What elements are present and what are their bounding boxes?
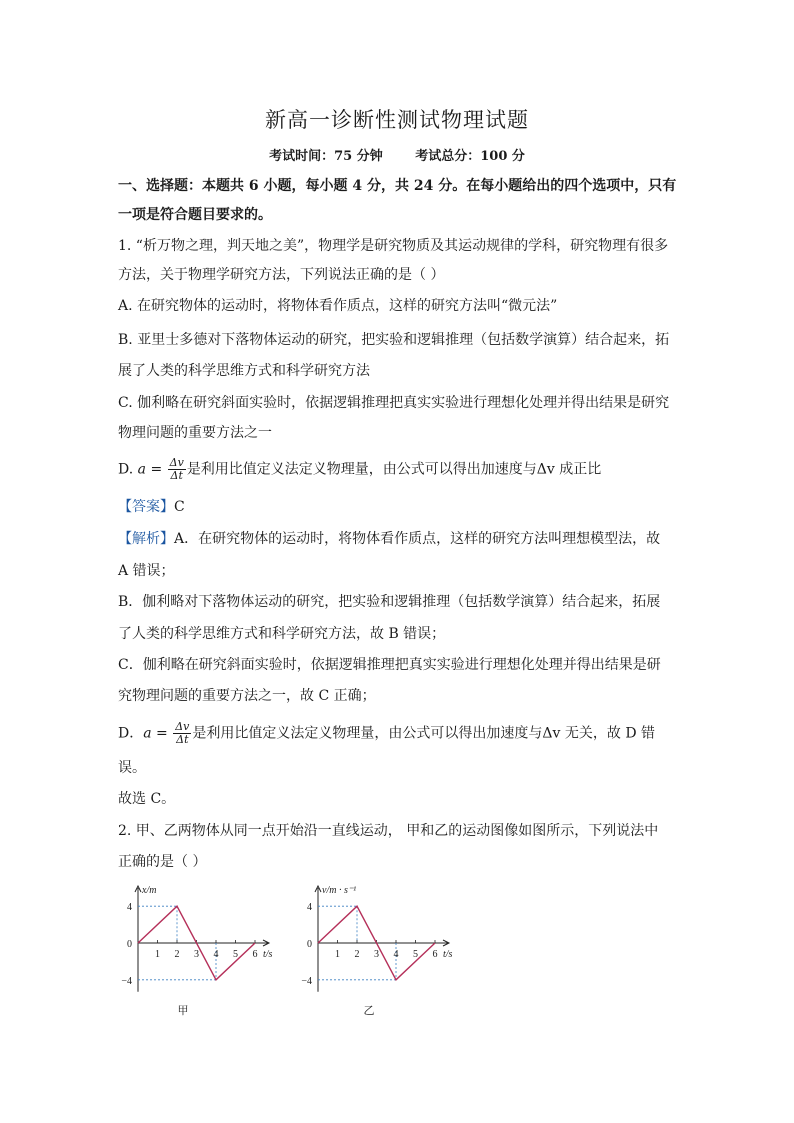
- analysis-b-cont: 了人类的科学思维方式和科学研究方法，故 B 错误；: [118, 626, 446, 642]
- q1-option-c: C. 伽利略在研究斜面实验时，依据逻辑推理把真实实验进行理想化处理并得出结果是研究: [118, 395, 670, 411]
- x-tick-label: 6: [432, 949, 438, 960]
- formula-denominator: Δt: [170, 469, 183, 482]
- exam-meta: [0, 145, 794, 164]
- formula-numerator-2: Δv: [175, 720, 190, 733]
- option-d-letter: D.: [118, 461, 134, 478]
- option-d-text: 是利用比值定义法定义物理量，由公式可以得出加速度与Δv 成正比: [186, 461, 602, 478]
- formula-equals: =: [146, 461, 167, 478]
- y-tick-label: −4: [121, 975, 132, 987]
- formula-a-2: a: [143, 725, 152, 742]
- x-axis-label: t/s: [443, 949, 453, 960]
- analysis-label: 【解析】: [118, 531, 174, 547]
- analysis-a-text: A．在研究物体的运动时，将物体看作质点，这样的研究方法叫理想模型法，故: [174, 531, 661, 547]
- q1-option-d: [118, 457, 678, 482]
- q2-stem-cont: 正确的是（ ）: [118, 854, 207, 870]
- x-tick-label: 5: [233, 949, 238, 960]
- exam-time: 考试时间：75 分钟: [269, 149, 383, 164]
- x-tick-label: 3: [374, 949, 379, 960]
- formula-fraction: [168, 457, 186, 482]
- answer-value: C: [174, 499, 185, 515]
- x-tick-label: 6: [252, 949, 258, 960]
- x-tick-label: 2: [354, 949, 360, 960]
- chart-caption: 乙: [363, 1005, 375, 1017]
- analysis-d-cont: 误。: [118, 760, 146, 776]
- analysis-c-cont: 究物理问题的重要方法之一，故 C 正确；: [118, 688, 376, 704]
- page-title: 新高一诊断性测试物理试题: [265, 108, 529, 132]
- answer: [118, 497, 678, 517]
- section-heading-cont: 一项是符合题目要求的。: [118, 207, 272, 223]
- chart-caption: 甲: [177, 1005, 189, 1017]
- y-tick-label: 0: [307, 939, 312, 950]
- formula-a: a: [137, 461, 146, 478]
- q1-option-b: B. 亚里士多德对下落物体运动的研究，把实验和逻辑推理（包括数学演算）结合起来，拓: [118, 332, 670, 348]
- conclusion: 故选 C。: [118, 791, 176, 807]
- q1-option-c-cont: 物理问题的重要方法之一: [118, 425, 272, 441]
- x-axis-label: t/s: [263, 949, 273, 960]
- x-tick-label: 5: [413, 949, 418, 960]
- analysis-d: [118, 721, 678, 746]
- y-tick-label: 0: [127, 939, 132, 950]
- analysis-a: [118, 529, 678, 549]
- answer-label: 【答案】: [118, 499, 174, 515]
- q1-stem: 1. “析万物之理，判天地之美”，物理学是研究物质及其运动规律的学科，研究物理有很多: [118, 238, 669, 254]
- formula-denominator-2: Δt: [176, 733, 189, 746]
- y-tick-label: 4: [307, 902, 312, 914]
- q1-option-a: A. 在研究物体的运动时，将物体看作质点，这样的研究方法叫“微元法”: [118, 298, 558, 314]
- x-tick-label: 4: [393, 949, 399, 960]
- analysis-a-cont: A 错误；: [118, 563, 175, 579]
- y-tick-label: 4: [127, 902, 132, 914]
- exam-total-score: 考试总分：100 分: [415, 149, 525, 164]
- chart-yi: [292, 880, 477, 1020]
- formula-equals-2: =: [151, 725, 173, 742]
- analysis-d-text: 是利用比值定义法定义物理量，由公式可以得出加速度与Δv 无关，故 D 错: [192, 725, 655, 742]
- q2-stem: 2. 甲、乙两物体从同一点开始沿一直线运动， 甲和乙的运动图像如图所示，下列说法中: [118, 823, 659, 839]
- analysis-d-letter: D．: [118, 725, 144, 742]
- x-tick-label: 1: [155, 949, 160, 960]
- q1-option-b-cont: 展了人类的科学思维方式和科学研究方法: [118, 363, 370, 379]
- x-tick-label: 2: [174, 949, 180, 960]
- section-heading: 一、选择题：本题共 6 小题，每小题 4 分，共 24 分。在每小题给出的四个选项中，只有: [118, 178, 677, 194]
- x-tick-label: 3: [194, 949, 199, 960]
- q1-stem-cont: 方法，关于物理学研究方法，下列说法正确的是（ ）: [118, 267, 445, 283]
- y-axis-label: v/m · s⁻¹: [322, 885, 357, 896]
- formula-fraction-2: [173, 721, 191, 746]
- formula-numerator: Δv: [169, 456, 184, 469]
- x-tick-label: 1: [335, 949, 340, 960]
- y-axis-label: x/m: [142, 885, 157, 896]
- chart-jia: [112, 880, 292, 1020]
- analysis-c: C．伽利略在研究斜面实验时，依据逻辑推理把真实实验进行理想化处理并得出结果是研: [118, 657, 661, 673]
- analysis-b: B．伽利略对下落物体运动的研究，把实验和逻辑推理（包括数学演算）结合起来，拓展: [118, 594, 661, 610]
- y-tick-label: −4: [301, 975, 312, 987]
- x-tick-label: 4: [213, 949, 219, 960]
